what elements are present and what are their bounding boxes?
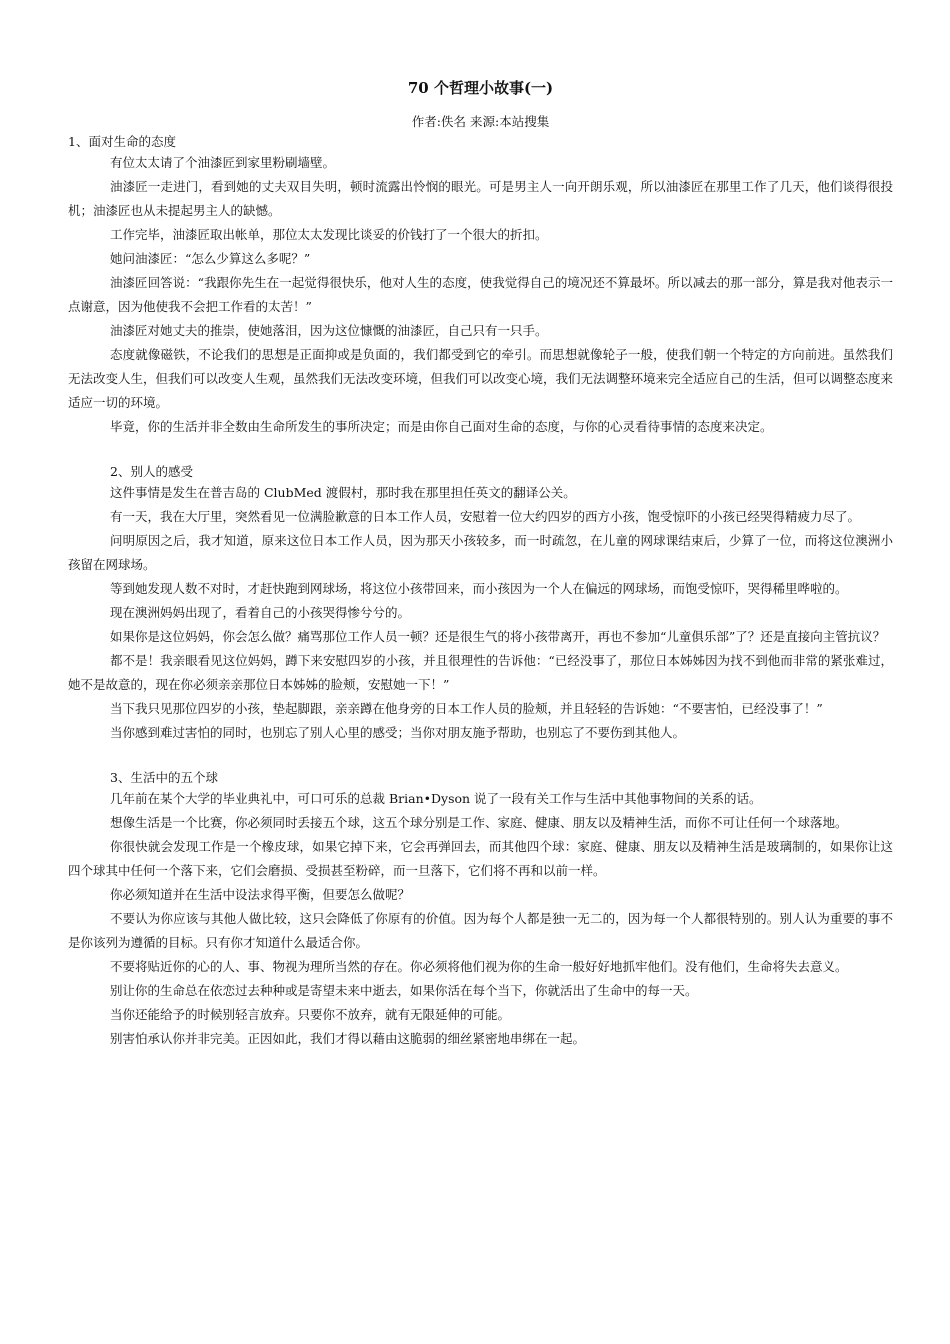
paragraph: 你很快就会发现工作是一个橡皮球，如果它掉下来，它会再弹回去，而其他四个球：家庭、健康、朋友以及精神生活是玻璃制的，如果你让这四个球其中任何一个落下来，它们会磨损、受损甚至粉碎，而一旦落下，它们将不再和以前一样。 (68, 839, 893, 878)
section-spacer (68, 745, 893, 769)
paragraph: 等到她发现人数不对时，才赶快跑到网球场，将这位小孩带回来，而小孩因为一个人在偏远的网球场，而饱受惊吓，哭得稀里哗啦的。 (110, 581, 848, 596)
section-heading: 3、生活中的五个球 (110, 770, 218, 785)
author-source-line: 作者:佚名 来源:本站搜集 (411, 114, 550, 129)
section-heading: 2、别人的感受 (110, 464, 193, 479)
story-section-3 (68, 769, 893, 1051)
paragraph: 问明原因之后，我才知道，原来这位日本工作人员，因为那天小孩较多，而一时疏忽，在儿童的网球课结束后，少算了一位，而将这位澳洲小孩留在网球场。 (68, 533, 893, 572)
paragraph: 她问油漆匠：“怎么少算这么多呢？” (110, 251, 311, 266)
paragraph: 毕竟，你的生活并非全数由生命所发生的事所决定；而是由你自己面对生命的态度，与你的心灵看待事情的态度来决定。 (110, 419, 773, 434)
paragraph: 有位太太请了个油漆匠到家里粉刷墙壁。 (110, 155, 336, 170)
paragraph: 这件事情是发生在普吉岛的 ClubMed 渡假村，那时我在那里担任英文的翻译公关。 (110, 485, 576, 500)
story-section-2 (68, 463, 893, 745)
document-page (68, 78, 893, 1051)
document-title: 70 个哲理小故事(一) (407, 79, 554, 97)
paragraph: 现在澳洲妈妈出现了，看着自己的小孩哭得惨兮兮的。 (110, 605, 411, 620)
paragraph: 有一天，我在大厅里，突然看见一位满脸歉意的日本工作人员，安慰着一位大约四岁的西方小孩，饱受惊吓的小孩已经哭得精疲力尽了。 (110, 509, 861, 524)
paragraph: 别让你的生命总在依恋过去种种或是寄望未来中逝去，如果你活在每个当下，你就活出了生命中的每一天。 (110, 983, 698, 998)
paragraph: 不要将贴近你的心的人、事、物视为理所当然的存在。你必须将他们视为你的生命一般好好地抓牢他们。没有他们，生命将失去意义。 (110, 959, 848, 974)
paragraph: 如果你是这位妈妈，你会怎么做？痛骂那位工作人员一顿？还是很生气的将小孩带离开，再也不参加“儿童俱乐部”了？还是直接向主管抗议？ (110, 629, 886, 644)
paragraph: 当下我只见那位四岁的小孩，垫起脚跟，亲亲蹲在他身旁的日本工作人员的脸颊，并且轻轻的告诉她：“不要害怕，已经没事了！” (110, 701, 823, 716)
paragraph: 别害怕承认你并非完美。正因如此，我们才得以藉由这脆弱的细丝紧密地串绑在一起。 (110, 1031, 586, 1046)
paragraph: 工作完毕，油漆匠取出帐单，那位太太发现比谈妥的价钱打了一个很大的折扣。 (110, 227, 548, 242)
section-heading: 1、面对生命的态度 (68, 134, 176, 149)
paragraph: 不要认为你应该与其他人做比较，这只会降低了你原有的价值。因为每个人都是独一无二的，因为每一个人都很特别的。别人认为重要的事不是你该列为遵循的目标。只有你才知道什么最适合你。 (68, 911, 893, 950)
paragraph: 几年前在某个大学的毕业典礼中，可口可乐的总裁 Brian•Dyson 说了一段有关工作与生活中其他事物间的关系的话。 (110, 791, 762, 806)
story-section-1 (68, 133, 893, 439)
paragraph: 油漆匠回答说：“我跟你先生在一起觉得很快乐，他对人生的态度，使我觉得自己的境况还不算最坏。所以减去的那一部分，算是我对他表示一点谢意，因为他使我不会把工作看的太苦！” (68, 275, 893, 314)
paragraph: 你必须知道并在生活中设法求得平衡，但要怎么做呢？ (110, 887, 411, 902)
paragraph: 当你还能给予的时候别轻言放弃。只要你不放弃，就有无限延伸的可能。 (110, 1007, 511, 1022)
paragraph: 当你感到难过害怕的同时，也别忘了别人心里的感受；当你对朋友施予帮助，也别忘了不要伤到其他人。 (110, 725, 686, 740)
paragraph: 想像生活是一个比赛，你必须同时丢接五个球，这五个球分别是工作、家庭、健康、朋友以及精神生活，而你不可让任何一个球落地。 (110, 815, 848, 830)
paragraph: 态度就像磁铁，不论我们的思想是正面抑或是负面的，我们都受到它的牵引。而思想就像轮子一般，使我们朝一个特定的方向前进。虽然我们无法改变人生，但我们可以改变人生观，虽然我们无法改变环境，但我们可以改变心境，我们无法调整环境来完全适应自己的生活，但可以调整态度来适应一切的环境。 (68, 347, 894, 410)
paragraph: 都不是！我亲眼看见这位妈妈，蹲下来安慰四岁的小孩，并且很理性的告诉他：“已经没事了，那位日本姊姊因为找不到他而非常的紧张难过，她不是故意的，现在你必须亲亲那位日本姊姊的脸颊，安慰她一下！” (68, 653, 893, 692)
section-spacer (68, 439, 893, 463)
paragraph: 油漆匠对她丈夫的推崇，使她落泪，因为这位慷慨的油漆匠，自己只有一只手。 (110, 323, 548, 338)
paragraph: 油漆匠一走进门，看到她的丈夫双目失明，顿时流露出怜悯的眼光。可是男主人一向开朗乐观，所以油漆匠在那里工作了几天，他们谈得很投机；油漆匠也从未提起男主人的缺憾。 (68, 179, 893, 218)
